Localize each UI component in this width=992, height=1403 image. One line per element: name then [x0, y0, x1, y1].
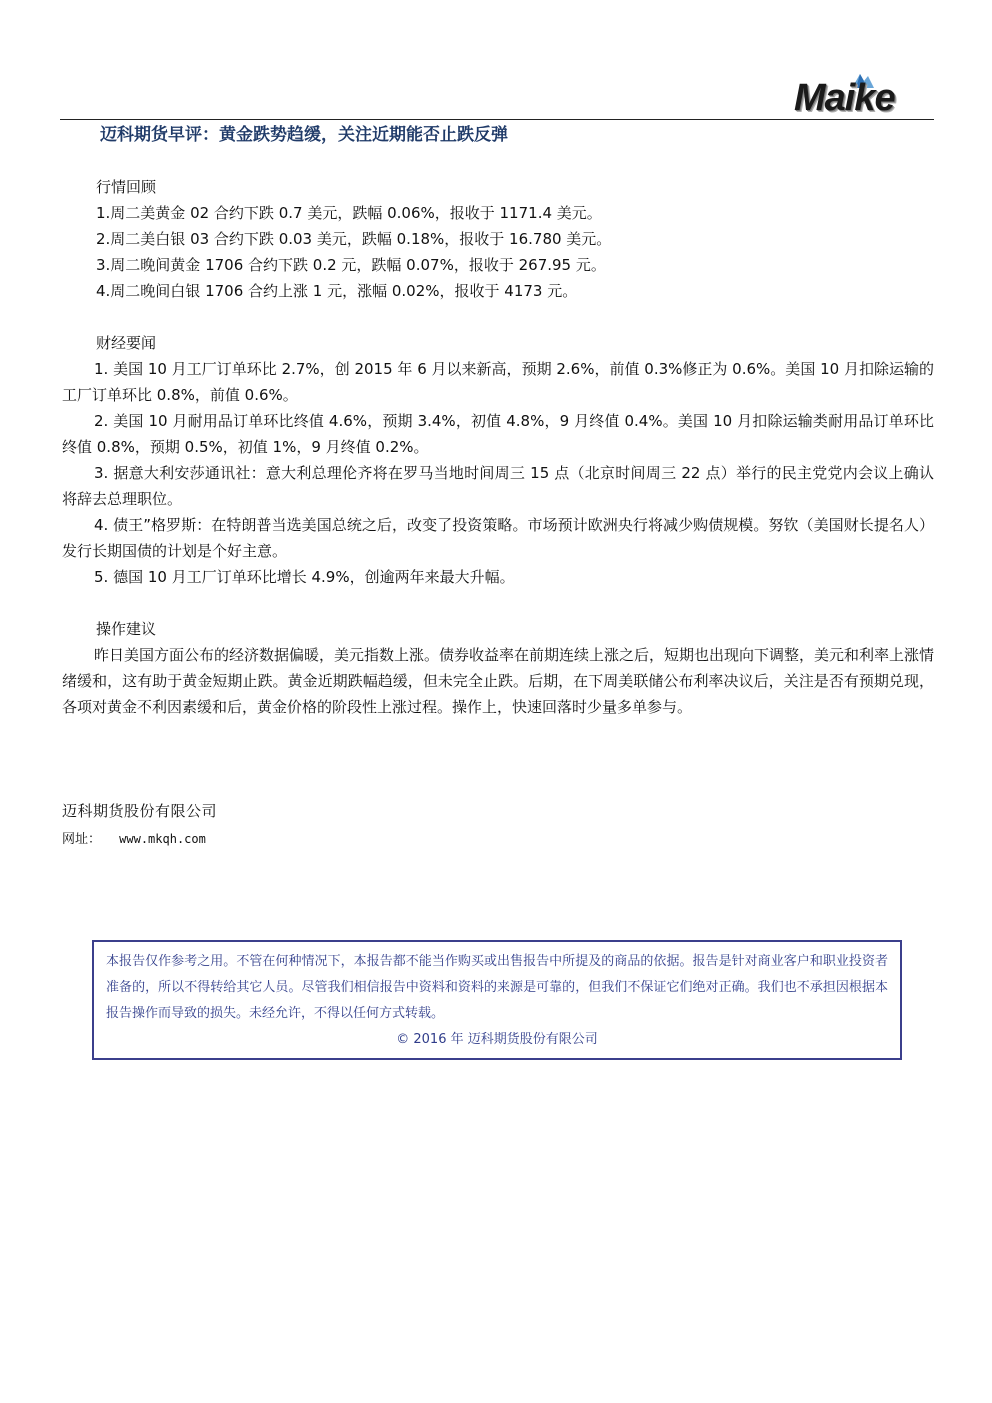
advice-body — [62, 642, 934, 720]
disclaimer-box — [92, 940, 902, 1060]
market-review-item: 1.周二美黄金 02 合约下跌 0.7 美元，跌幅 0.06%，报收于 1171.4 美元。 — [96, 204, 602, 222]
market-review-item: 3.周二晚间黄金 1706 合约下跌 0.2 元，跌幅 0.07%，报收于 267.95 元。 — [96, 256, 606, 274]
news-item: 3. 据意大利安莎通讯社：意大利总理伦齐将在罗马当地时间周三 15 点（北京时间周三 22 点）举行的民主党党内会议上确认将辞去总理职位。 — [62, 464, 934, 508]
news-item: 4. 债王”格罗斯：在特朗普当选美国总统之后，改变了投资策略。市场预计欧洲央行将减少购债规模。努钦（美国财长提名人）发行长期国债的计划是个好主意。 — [62, 516, 934, 560]
company-name: 迈科期货股份有限公司 — [62, 802, 218, 820]
disclaimer-text: 本报告仅作参考之用。不管在何种情况下，本报告都不能当作购买或出售报告中所提及的商品的依据。报告是针对商业客户和职业投资者准备的，所以不得转给其它人员。尽管我们相信报告中资料和资料的来源是可靠的，但我们不保证它们绝对正确。我们也不承担因根据本报告操作而导致的损失。未经允许，不得以任何方式转载。 — [106, 954, 888, 1021]
logo-wordmark: Maike — [794, 77, 895, 119]
news-list — [62, 356, 934, 590]
company-logo — [794, 72, 934, 120]
website-label: 网址： — [62, 832, 102, 847]
news-item: 2. 美国 10 月耐用品订单环比终值 4.6%，预期 3.4%，初值 4.8%，9 月终值 0.4%。美国 10 月扣除运输类耐用品订单环比终值 0.8%，预期 0.5%，初值 1%，9 月终值 0.2%。 — [62, 412, 934, 456]
report-title: 迈科期货早评：黄金跌势趋缓，关注近期能否止跌反弹 — [100, 125, 508, 145]
advice-heading: 操作建议 — [96, 620, 157, 638]
advice-text: 昨日美国方面公布的经济数据偏暖，美元指数上涨。债券收益率在前期连续上涨之后，短期也出现向下调整，美元和利率上涨情绪缓和，这有助于黄金短期止跌。黄金近期跌幅趋缓，但未完全止跌。后期，在下周美联储公布利率决议后，关注是否有预期兑现，各项对黄金不利因素缓和后，黄金价格的阶段性上涨过程。操作上，快速回落时少量多单参与。 — [62, 646, 935, 716]
header-divider — [60, 119, 934, 120]
news-item: 5. 德国 10 月工厂订单环比增长 4.9%，创逾两年来最大升幅。 — [94, 568, 515, 586]
news-heading: 财经要闻 — [96, 334, 157, 352]
market-review-heading: 行情回顾 — [96, 178, 157, 196]
copyright-notice: © 2016 年 迈科期货股份有限公司 — [396, 1032, 598, 1047]
market-review-item: 2.周二美白银 03 合约下跌 0.03 美元，跌幅 0.18%，报收于 16.780 美元。 — [96, 230, 612, 248]
website-link[interactable]: www.mkqh.com — [119, 832, 206, 846]
market-review-item: 4.周二晚间白银 1706 合约上涨 1 元，涨幅 0.02%，报收于 4173 元。 — [96, 282, 578, 300]
website-line — [62, 828, 206, 851]
news-item: 1. 美国 10 月工厂订单环比 2.7%，创 2015 年 6 月以来新高，预期 2.6%，前值 0.3%修正为 0.6%。美国 10 月扣除运输的工厂订单环比 0.8%，前值 0.6%。 — [62, 360, 934, 404]
